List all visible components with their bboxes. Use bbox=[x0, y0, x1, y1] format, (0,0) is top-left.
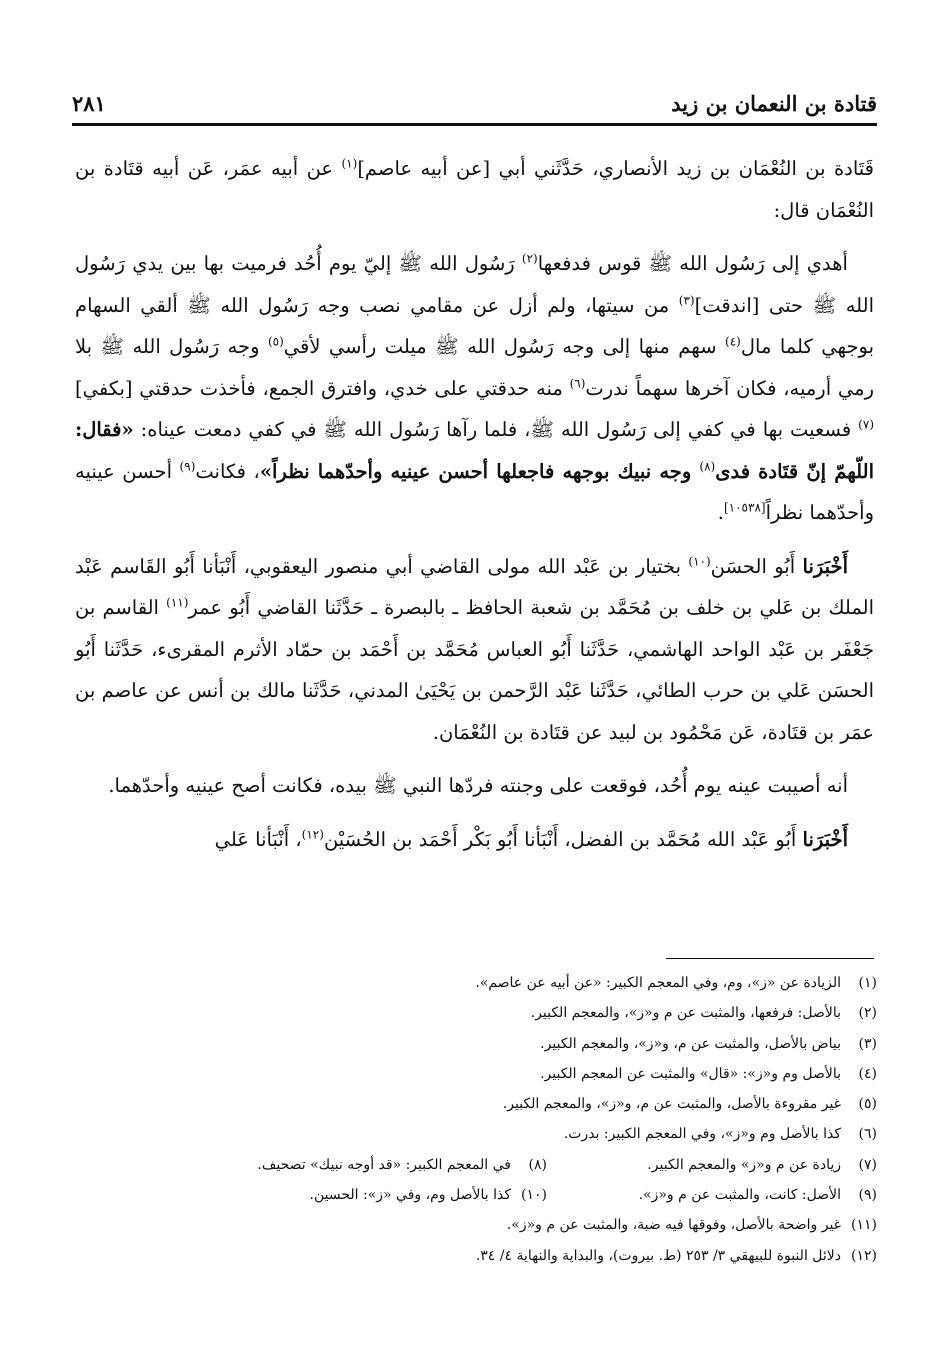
footnote-text: بالأصل: فرفعها، والمثبت عن م و«ز»، والمعجم الكبير. bbox=[530, 1005, 841, 1022]
text-run: من سيتها، ولم أزل عن مقامي نصب وجه رَسُول الله ﷺ ألقي السهام بوجهي كلما مال bbox=[75, 293, 875, 358]
footnote-marker: (٣) bbox=[678, 293, 695, 307]
footnote-number: (٤) bbox=[858, 1065, 877, 1082]
text-run: بختيار بن عَبْد الله مولى القاضي أبي منصور اليعقوبي، أَنْبَأنا أَبُو القَاسم عَبْد الملك بن عَلي بن خلف بن مُحَمَّد بن شعبة الحافظ ـ بالبصرة ـ حَدَّثَنا القاضي أَبُو عمر bbox=[75, 554, 875, 619]
footnote-number: (٩) bbox=[858, 1187, 877, 1204]
paragraph-isnad-3 bbox=[75, 819, 874, 861]
text-run: أنه أصيبت عينه يوم أُحُد، فوقعت على وجنته فردّها النبي ﷺ بيده، فكانت أصح عينيه وأحدّهما. bbox=[108, 774, 848, 797]
footnote-marker: (٩) bbox=[179, 459, 196, 473]
footnote-marker: (١) bbox=[341, 156, 358, 171]
footnote-number: (٧) bbox=[858, 1156, 877, 1173]
text-run: . bbox=[717, 501, 724, 524]
main-text bbox=[75, 148, 874, 872]
footnote-text: زيادة عن م و«ز» والمعجم الكبير. bbox=[647, 1156, 841, 1173]
page-number: ٢٨١ bbox=[72, 91, 106, 116]
text-run: رَسُول الله ﷺ إليّ يوم أُحُد فرميت بها بين يدي رَسُول الله ﷺ حتى [اندقت] bbox=[75, 252, 874, 317]
footnote-text: كذا بالأصل وم، وفي «ز»: الحسين. bbox=[309, 1187, 511, 1204]
footnote-number: (١٢) bbox=[851, 1247, 877, 1264]
text-run: وجه رَسُول الله ﷺ بلا رمي أرميه، فكان آخرها سهماً ندرت bbox=[75, 335, 874, 400]
footnote-row-9-10 bbox=[120, 1180, 877, 1210]
footnote-marker: (١٢) bbox=[301, 827, 324, 841]
footnote-8 bbox=[217, 1150, 547, 1180]
header-rule bbox=[72, 123, 877, 126]
footnote-12 bbox=[120, 1241, 877, 1271]
footnote-number: (٦) bbox=[858, 1126, 877, 1143]
text-run: عن أبيه عمَر، عَن أبيه قتَادة بن النُعْمَان قال: bbox=[75, 157, 874, 222]
bold-quote: «فقال: اللّهمّ إنّ قتَادة فدى bbox=[75, 418, 874, 483]
footnote-marker: (٤) bbox=[725, 334, 741, 349]
footnote-number: (٨) bbox=[528, 1156, 547, 1173]
text-run: ، فكانت bbox=[195, 459, 260, 483]
footnote-marker: (٦) bbox=[569, 376, 586, 390]
footnote-marker: (٨) bbox=[699, 459, 716, 473]
footnote-text: الزيادة عن «ز»، وم، وفي المعجم الكبير: «عن أبيه عن عاصم». bbox=[475, 975, 841, 991]
footnote-1 bbox=[120, 968, 877, 998]
footnote-6 bbox=[120, 1119, 877, 1149]
footnote-text: بياض بالأصل، والمثبت عن م، و«ز»، والمعجم الكبير. bbox=[540, 1035, 841, 1052]
footnote-marker: (٧) bbox=[858, 417, 874, 432]
text-run: ، أَنْبَأنا عَلي bbox=[214, 827, 302, 851]
text-run: منه حدقتي على خدي، وافترق الجمع، فأخذت حدقتي [بكفي] bbox=[75, 376, 570, 400]
lead-word: أَخْبَرَنا bbox=[802, 827, 848, 851]
footnote-11 bbox=[120, 1210, 877, 1240]
text-run: أهدي إلى رَسُول الله ﷺ قوس فدفعها bbox=[537, 252, 848, 275]
paragraph-isnad-2 bbox=[75, 546, 874, 754]
text-run: أَبُو الحسَن bbox=[710, 554, 803, 578]
footnote-marker: (٥) bbox=[267, 334, 284, 349]
footnote-9 bbox=[547, 1180, 877, 1210]
footnote-7 bbox=[547, 1150, 877, 1180]
text-run: أَبُو عَبْد الله مُحَمَّد بن الفضل، أَنْبَأنا أَبُو بَكْر أَحْمَد بن الحُسَيْن bbox=[323, 827, 803, 851]
text-run: القاسم بن جَعْفَر بن عَبْد الواحد الهاشمي، حَدَّثَنا أَبُو العباس مُحَمَّد بن أَحْمَد بن حمّاد الأثرم المقرىء، حَدَّثَنا أَبُو الحسَن عَلي بن حرب الطائي، حَدَّثَنا عَبْد الرَّحمن بن يَحْيَىٰ المدني، حَدَّثَنا مالك بن أنس عن عاصم بن عمَر بن قتَادة، عَن مَحْمُود بن لبيد عن قتَادة بن النُعْمَان. bbox=[75, 596, 874, 744]
footnote-number: (٢) bbox=[858, 1005, 877, 1022]
text-run: سهم منها إلى وجه رَسُول الله ﷺ ميلت رأسي لأقي bbox=[283, 335, 726, 358]
running-title: قتادة بن النعمان بن زيد bbox=[671, 91, 877, 116]
footnote-number: (١) bbox=[858, 975, 877, 991]
footnote-4 bbox=[120, 1059, 877, 1089]
footnote-text: بالأصل وم و«ز»: «قال» والمثبت عن المعجم الكبير. bbox=[540, 1065, 841, 1082]
footnote-10 bbox=[217, 1180, 547, 1210]
footnote-number: (١٠) bbox=[521, 1187, 547, 1204]
footnote-number: (٣) bbox=[858, 1035, 877, 1052]
hadith-reference-number: [١٠٥٣٨] bbox=[723, 500, 766, 515]
paragraph-hadith-2 bbox=[75, 765, 874, 807]
footnote-marker: (٢) bbox=[521, 251, 538, 266]
lead-word: أَخْبَرَنا bbox=[802, 554, 848, 578]
footnote-separator bbox=[666, 958, 874, 959]
footnote-marker: (١٠) bbox=[688, 554, 711, 568]
page-header bbox=[72, 80, 877, 116]
bold-quote: وجه نبيك بوجهه فاجعلها أحسن عينيه وأحدّهما نظراً» bbox=[259, 459, 700, 483]
footnotes bbox=[120, 968, 877, 1271]
footnote-3 bbox=[120, 1029, 877, 1059]
text-run: قَتَادة بن النُعْمَان بن زيد الأنصاري، حَدَّثَني أبي [عن أبيه عاصم] bbox=[357, 157, 875, 180]
footnote-number: (١١) bbox=[851, 1217, 877, 1234]
footnote-text: كذا بالأصل وم و«ز»، وفي المعجم الكبير: بدرت. bbox=[563, 1126, 841, 1143]
text-run: أحسن عينيه وأحدّهما نظراً bbox=[75, 459, 874, 524]
paragraph-hadith-1 bbox=[75, 243, 874, 534]
footnote-2 bbox=[120, 998, 877, 1028]
paragraph-isnad-1 bbox=[75, 148, 874, 231]
footnote-number: (٥) bbox=[858, 1096, 877, 1113]
footnote-marker: (١١) bbox=[166, 595, 189, 610]
footnote-5 bbox=[120, 1089, 877, 1119]
footnote-text: الأصل: كانت، والمثبت عن م و«ز». bbox=[638, 1187, 841, 1204]
text-run: فسعيت بها في كفي إلى رَسُول الله ﷺ، فلما رآها رَسُول الله ﷺ في كفي دمعت عيناه: bbox=[133, 418, 859, 441]
footnote-text: في المعجم الكبير: «قد أوجه نبيك» تصحيف. bbox=[257, 1156, 511, 1173]
footnote-text: غير مقروءة بالأصل، والمثبت عن م، و«ز»، والمعجم الكبير. bbox=[502, 1096, 841, 1113]
footnote-row-7-8 bbox=[120, 1150, 877, 1180]
footnote-text: دلائل النبوة للبيهقي ٣/ ٢٥٣ (ط. بيروت)، والبداية والنهاية ٤/ ٣٤. bbox=[475, 1247, 841, 1264]
footnote-text: غير واضحة بالأصل، وفوقها فيه ضبة، والمثبت عن م و«ز». bbox=[506, 1217, 841, 1234]
